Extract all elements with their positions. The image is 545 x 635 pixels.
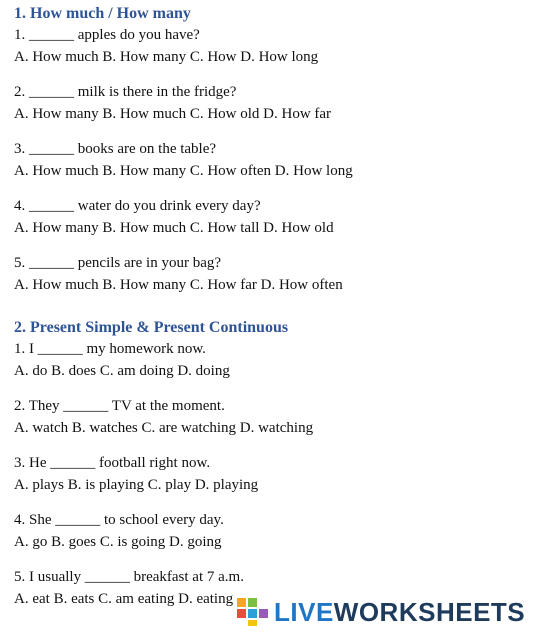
- question-text: 4. ______ water do you drink every day?: [14, 198, 261, 214]
- question-text: 2. They ______ TV at the moment.: [14, 398, 225, 414]
- answer-options: A. How much B. How many C. How often D. How long: [14, 163, 353, 179]
- answer-options: A. How much B. How many C. How D. How long: [14, 49, 319, 65]
- question-item: [14, 138, 534, 182]
- section-title-present-simple-continuous: 2. Present Simple & Present Continuous: [14, 319, 289, 336]
- liveworksheets-logo: [236, 596, 536, 628]
- question-item: [14, 24, 534, 68]
- liveworksheets-wordmark: [274, 597, 525, 628]
- question-text: 5. I usually ______ breakfast at 7 a.m.: [14, 569, 244, 585]
- question-item: [14, 452, 534, 496]
- question-item: [14, 252, 534, 296]
- liveworksheets-logo-icon: [236, 597, 270, 627]
- question-text: 3. ______ books are on the table?: [14, 141, 217, 157]
- question-text: 3. He ______ football right now.: [14, 455, 211, 471]
- answer-options: A. do B. does C. am doing D. doing: [14, 363, 230, 379]
- question-item: [14, 195, 534, 239]
- question-item: [14, 509, 534, 553]
- answer-options: A. How much B. How many C. How far D. How often: [14, 277, 343, 293]
- answer-options: A. eat B. eats C. am eating D. eating: [14, 591, 234, 607]
- question-item: [14, 395, 534, 439]
- question-item: [14, 338, 534, 382]
- worksheet: [14, 4, 534, 623]
- answer-options: A. go B. goes C. is going D. going: [14, 534, 222, 550]
- answer-options: A. watch B. watches C. are watching D. watching: [14, 420, 314, 436]
- logo-text-live: LIVE: [274, 596, 334, 627]
- answer-options: A. How many B. How much C. How old D. How far: [14, 106, 332, 122]
- question-text: 1. I ______ my homework now.: [14, 341, 206, 357]
- question-text: 4. She ______ to school every day.: [14, 512, 224, 528]
- answer-options: A. plays B. is playing C. play D. playing: [14, 477, 259, 493]
- section-title-how-much-how-many: 1. How much / How many: [14, 5, 191, 22]
- logo-text-worksheets: WORKSHEETS: [333, 596, 526, 627]
- question-item: [14, 81, 534, 125]
- question-text: 5. ______ pencils are in your bag?: [14, 255, 222, 271]
- answer-options: A. How many B. How much C. How tall D. How old: [14, 220, 334, 236]
- question-text: 1. ______ apples do you have?: [14, 27, 200, 43]
- question-text: 2. ______ milk is there in the fridge?: [14, 84, 237, 100]
